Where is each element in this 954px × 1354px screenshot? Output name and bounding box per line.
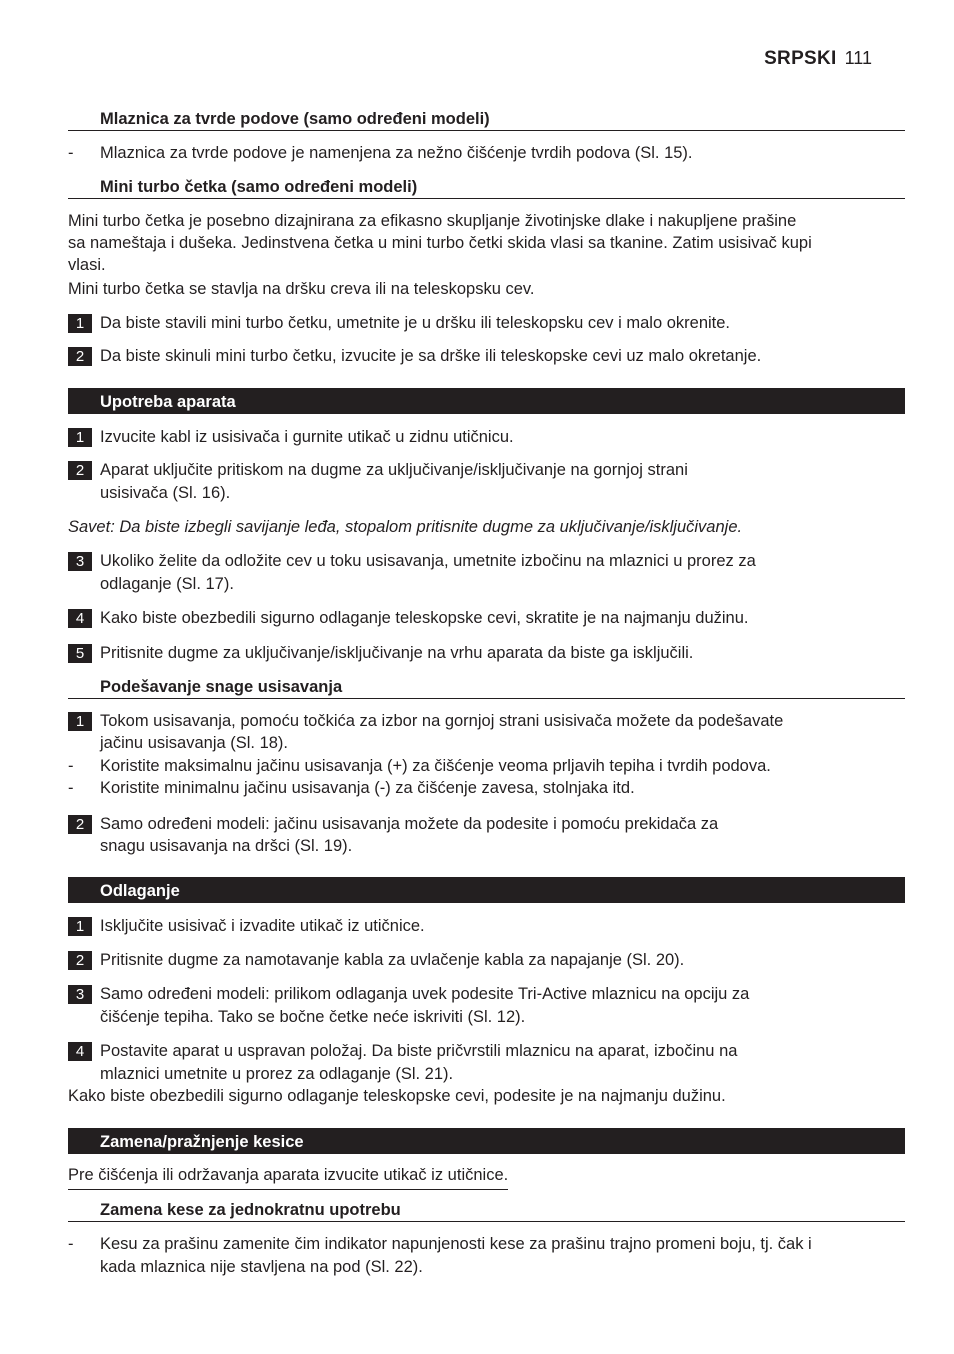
step-item [68, 983, 905, 1005]
bullet-item [68, 755, 905, 777]
step-item [68, 312, 905, 334]
step-item [68, 459, 905, 481]
step-number: 4 [68, 1042, 92, 1061]
language-label: SRPSKI [764, 48, 837, 69]
step-continuation: jačinu usisavanja (Sl. 18). [100, 734, 289, 752]
step-number: 2 [68, 461, 92, 480]
step-text: Pritisnite dugme za namotavanje kabla za uvlačenje kabla za napajanje (Sl. 20). [100, 951, 685, 969]
step-continuation: snagu usisavanja na dršci (Sl. 19). [100, 837, 353, 855]
step-text: Tokom usisavanja, pomoću točkića za izbor na gornjoj strani usisivača možete da podešavate [100, 712, 784, 730]
step-number: 3 [68, 552, 92, 571]
paragraph-line: sa nameštaja i dušeka. Jedinstvena četka u mini turbo četki skida vlasi sa tkanine. Zatim usisivač kupi [68, 234, 812, 252]
step-number: 2 [68, 815, 92, 834]
step-number: 1 [68, 917, 92, 936]
bullet-dash: - [68, 144, 74, 162]
warning-text: Pre čišćenja ili održavanja aparata izvucite utikač iz utičnice. [68, 1164, 508, 1190]
step-item [68, 607, 905, 629]
step-continuation: usisivača (Sl. 16). [100, 484, 231, 502]
step-number: 5 [68, 644, 92, 663]
paragraph-line: Kako biste obezbedili sigurno odlaganje teleskopske cevi, podesite je na najmanju dužinu. [68, 1087, 726, 1105]
step-number: 2 [68, 347, 92, 366]
step-item [68, 915, 905, 937]
bullet-text: Mlaznica za tvrde podove je namenjena za nežno čišćenje tvrdih podova (Sl. 15). [100, 144, 693, 162]
bullet-dash: - [68, 779, 74, 797]
warning-line [68, 1164, 873, 1190]
step-text: Izvucite kabl iz usisivača i gurnite utikač u zidnu utičnicu. [100, 428, 514, 446]
step-text: Kako biste obezbedili sigurno odlaganje teleskopske cevi, skratite je na najmanju dužinu. [100, 609, 749, 627]
section-heading-mini-turbo-brush: Mini turbo četka (samo određeni modeli) [68, 176, 905, 199]
step-continuation: čišćenje tepiha. Tako se bočne četke neće iskriviti (Sl. 12). [100, 1008, 526, 1026]
step-number: 1 [68, 314, 92, 333]
step-item [68, 642, 905, 664]
paragraph-line: Mini turbo četka je posebno dizajnirana za efikasno skupljanje životinjske dlake i nakupljene prašine [68, 212, 797, 230]
bullet-dash: - [68, 757, 74, 775]
step-item [68, 949, 905, 971]
step-item [68, 345, 905, 367]
step-text: Isključite usisivač i izvadite utikač iz utičnice. [100, 917, 425, 935]
step-item [68, 710, 905, 732]
step-continuation: odlaganje (Sl. 17). [100, 575, 234, 593]
step-text: Aparat uključite pritiskom na dugme za uključivanje/isključivanje na gornjoj strani [100, 461, 688, 479]
bullet-text: Koristite maksimalnu jačinu usisavanja (+) za čišćenje veoma prljavih tepiha i tvrdih podova. [100, 757, 771, 775]
step-continuation: mlaznici umetnite u prorez za odlaganje (Sl. 21). [100, 1065, 454, 1083]
paragraph-line: vlasi. [68, 256, 106, 274]
step-number: 1 [68, 712, 92, 731]
step-number: 2 [68, 951, 92, 970]
step-number: 1 [68, 428, 92, 447]
paragraph-line: Mini turbo četka se stavlja na dršku creva ili na teleskopsku cev. [68, 280, 535, 298]
bullet-continuation: kada mlaznica nije stavljena na pod (Sl. 22). [100, 1258, 423, 1276]
section-bar-bag-replacement: Zamena/pražnjenje kesice [68, 1128, 905, 1154]
bullet-text: Koristite minimalnu jačinu usisavanja (-) za čišćenje zavesa, stolnjaka itd. [100, 779, 635, 797]
bullet-item [68, 142, 905, 164]
step-item [68, 1040, 905, 1062]
section-bar-using-appliance: Upotreba aparata [68, 388, 905, 414]
bullet-item [68, 1233, 905, 1255]
step-text: Postavite aparat u uspravan položaj. Da biste pričvrstili mlaznicu na aparat, izbočinu na [100, 1042, 738, 1060]
step-text: Da biste skinuli mini turbo četku, izvucite je sa drške ili teleskopske cevi uz malo okretanje. [100, 347, 762, 365]
bullet-text: Kesu za prašinu zamenite čim indikator napunjenosti kese za prašinu trajno promeni boju, tj. čak i [100, 1235, 812, 1253]
step-number: 4 [68, 609, 92, 628]
bullet-dash: - [68, 1235, 74, 1253]
page-header [764, 48, 872, 70]
section-heading-disposable-bag: Zamena kese za jednokratnu upotrebu [68, 1199, 905, 1222]
step-number: 3 [68, 985, 92, 1004]
step-text: Samo određeni modeli: prilikom odlaganja uvek podesite Tri-Active mlaznicu na opciju za [100, 985, 750, 1003]
step-item [68, 813, 905, 835]
tip-text: Savet: Da biste izbegli savijanje leđa, stopalom pritisnite dugme za uključivanje/isključivanje. [68, 518, 743, 536]
step-item [68, 550, 905, 572]
step-text: Ukoliko želite da odložite cev u toku usisavanja, umetnite izbočinu na mlaznici u prorez za [100, 552, 756, 570]
step-item [68, 426, 905, 448]
step-text: Da biste stavili mini turbo četku, umetnite je u dršku ili teleskopsku cev i malo okrenite. [100, 314, 731, 332]
step-text: Pritisnite dugme za uključivanje/isključivanje na vrhu aparata da biste ga isključili. [100, 644, 694, 662]
section-heading-suction-power: Podešavanje snage usisavanja [68, 676, 905, 699]
section-heading-hard-floor-nozzle: Mlaznica za tvrde podove (samo određeni modeli) [68, 108, 905, 131]
bullet-item [68, 777, 905, 799]
section-bar-storage: Odlaganje [68, 877, 905, 903]
page-number: 111 [844, 48, 872, 68]
step-text: Samo određeni modeli: jačinu usisavanja možete da podesite i pomoću prekidača za [100, 815, 719, 833]
